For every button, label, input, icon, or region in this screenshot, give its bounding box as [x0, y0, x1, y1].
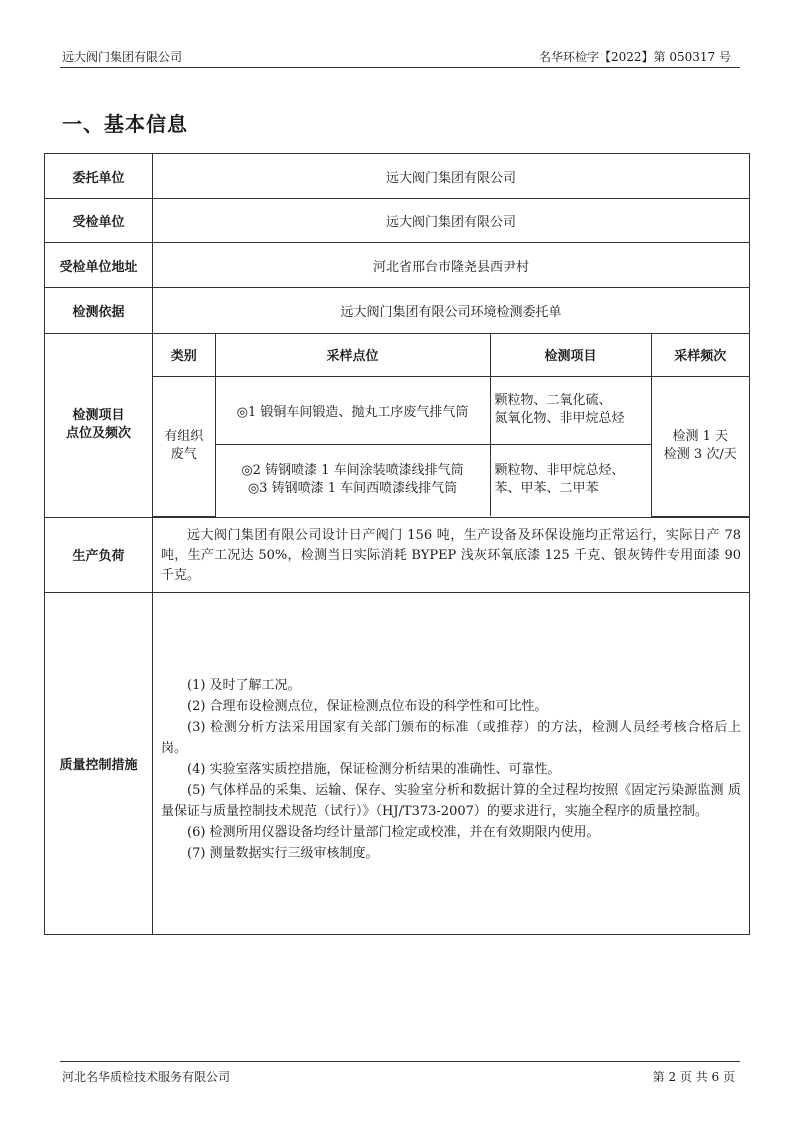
- quality-text: [153, 592, 750, 934]
- basis-label: 检测依据: [45, 288, 153, 334]
- header-company: 远大阀门集团有限公司: [62, 50, 183, 64]
- quality-label: 质量控制措施: [45, 592, 153, 934]
- footer-company: 河北名华质检技术服务有限公司: [62, 1070, 231, 1084]
- category-line1: 有组织: [164, 429, 204, 444]
- footer-divider: [60, 1061, 740, 1062]
- header-report-number: 名华环检字【2022】第 050317 号: [539, 50, 731, 64]
- items-subtable: [153, 334, 749, 517]
- client-label: 委托单位: [45, 154, 153, 199]
- footer-page-number: 第 2 页 共 6 页: [652, 1070, 735, 1084]
- production-row: [45, 517, 750, 592]
- address-row: [45, 243, 750, 288]
- items-2-line1: 颗粒物、非甲烷总烃、: [494, 463, 625, 479]
- items-label-line2: 点位及频次: [65, 426, 131, 442]
- quality-item-7: (7) 测量数据实行三级审核制度。: [187, 845, 379, 861]
- production-paragraph: 远大阀门集团有限公司设计日产阀门 156 吨，生产设备及环保设施均正常运行，实际日产 78 吨，生产工况达 50%，检测当日实际消耗 BYPEP 浅灰环氧底漆 125 千克、银灰铸件专用面漆 90 千克。: [161, 527, 741, 583]
- quality-item-3: (3) 检测分析方法采用国家有关部门颁布的标准（或推荐）的方法，检测人员经考核合格后上岗。: [161, 719, 741, 756]
- point-cell-1: ◎1 锻铜车间锻造、抛丸工序废气排气筒: [215, 376, 490, 444]
- quality-item-4: (4) 实验室落实质控措施，保证检测分析结果的准确性、可靠性。: [187, 761, 561, 777]
- frequency-cell: [651, 376, 749, 516]
- items-2-line2: 苯、甲苯、二甲苯: [494, 481, 599, 497]
- header-divider: [60, 67, 740, 68]
- inspected-row: [45, 199, 750, 243]
- items-cell-1: [490, 376, 651, 444]
- basis-value: 远大阀门集团有限公司环境检测委托单: [153, 288, 750, 334]
- quality-item-1: (1) 及时了解工况。: [187, 677, 301, 693]
- frequency-line1: 检测 1 天: [672, 429, 729, 444]
- items-cell: [153, 334, 750, 518]
- quality-row: [45, 592, 750, 934]
- client-value: 远大阀门集团有限公司: [153, 154, 750, 199]
- address-label: 受检单位地址: [45, 243, 153, 288]
- items-1-line2: 氮氧化物、非甲烷总烃: [494, 411, 625, 426]
- items-cell-2: [490, 444, 651, 516]
- items-label-line1: 检测项目: [72, 408, 125, 424]
- inspected-label: 受检单位: [45, 199, 153, 243]
- category-cell: [153, 376, 215, 516]
- production-label: 生产负荷: [45, 517, 153, 592]
- point-2-line2: ◎3 铸钢喷漆 1 车间西喷漆线排气筒: [247, 481, 458, 497]
- quality-item-6: (6) 检测所用仪器设备均经计量部门检定或校准，并在有效期限内使用。: [187, 824, 600, 840]
- basic-info-table: [44, 153, 750, 935]
- header-point: 采样点位: [215, 334, 490, 376]
- items-header-row: [153, 334, 749, 376]
- basis-row: [45, 288, 750, 334]
- frequency-line2: 检测 3 次/天: [663, 447, 737, 462]
- quality-item-5: (5) 气体样品的采集、运输、保存、实验室分析和数据计算的全过程均按照《固定污染源监测 质量保证与质量控制技术规范（试行）》（HJ/T373-2007）的要求进行，实施全程序的质量控制。: [161, 782, 741, 819]
- items-label: [45, 334, 153, 518]
- inspected-value: 远大阀门集团有限公司: [153, 199, 750, 243]
- production-text: [153, 517, 750, 592]
- point-2-line1: ◎2 铸钢喷漆 1 车间涂装喷漆线排气筒: [241, 463, 464, 479]
- quality-item-2: (2) 合理布设检测点位，保证检测点位布设的科学性和可比性。: [187, 698, 548, 714]
- header-category: 类别: [153, 334, 215, 376]
- address-value: 河北省邢台市隆尧县西尹村: [153, 243, 750, 288]
- client-row: [45, 154, 750, 199]
- header-items: 检测项目: [490, 334, 651, 376]
- items-row-1: [153, 376, 749, 444]
- category-line2: 废气: [170, 447, 197, 462]
- point-cell-2: [215, 444, 490, 516]
- items-1-line1: 颗粒物、二氧化硫、: [494, 393, 612, 408]
- section-title: 一、基本信息: [62, 112, 188, 136]
- items-row: [45, 334, 750, 518]
- header-frequency: 采样频次: [651, 334, 749, 376]
